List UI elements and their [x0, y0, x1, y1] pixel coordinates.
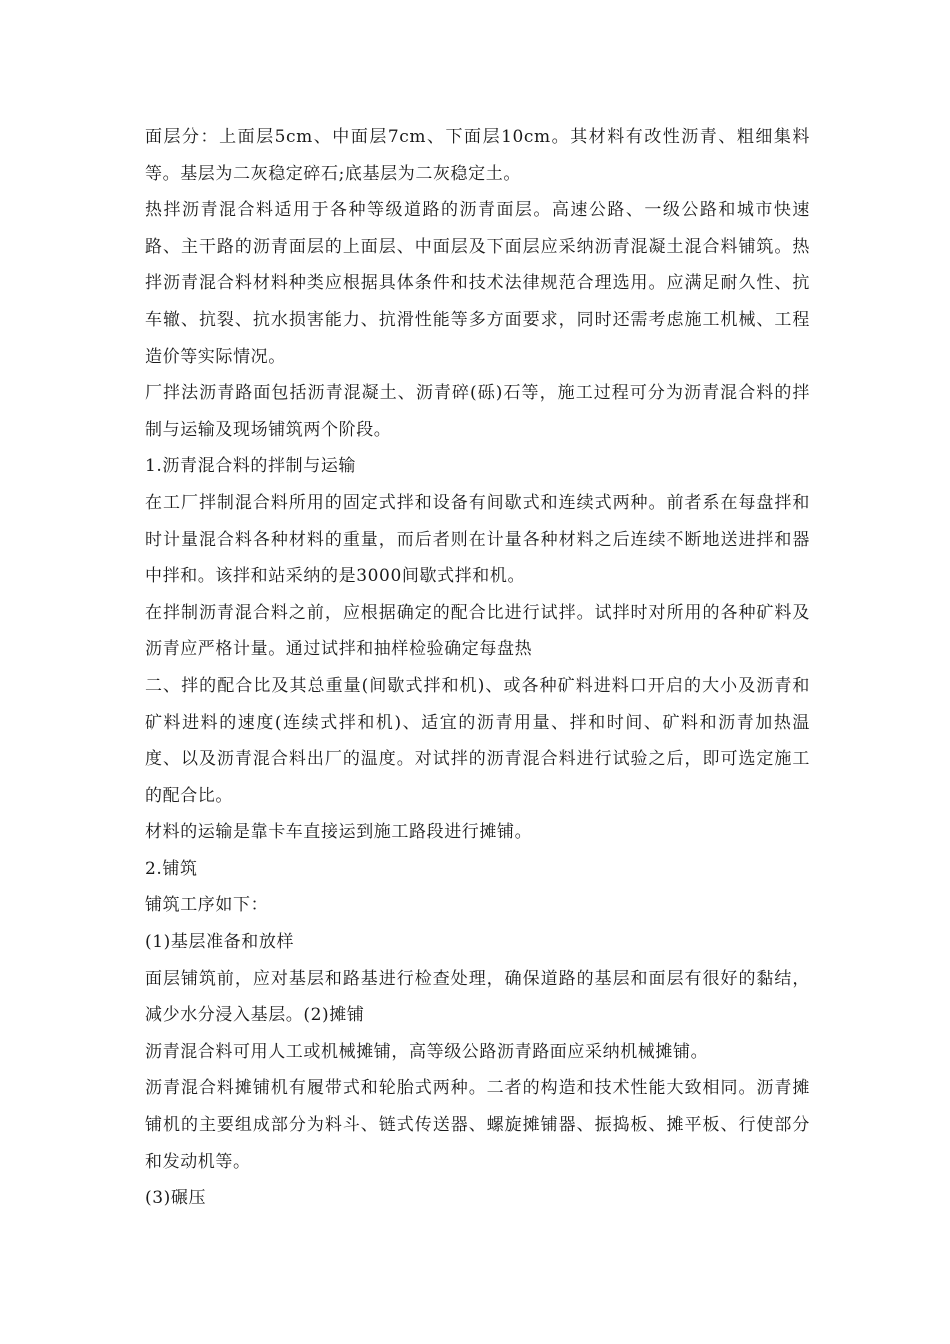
section-heading-paving: 2.铺筑 — [145, 858, 198, 879]
paragraph-mixing-equipment: 在工厂拌制混合料所用的固定式拌和设备有间歇式和连续式两种。前者系在每盘拌和时计量混合料各种材料的重量，而后者则在计量各种材料之后连续不断地送进拌和器中拌和。该拌和站采纳的是3000间歇式拌和机。 — [145, 492, 810, 587]
section-heading-mixing-transport: 1.沥青混合料的拌制与运输 — [145, 456, 357, 477]
document-body — [145, 119, 810, 1217]
subheading-base-preparation: (1)基层准备和放样 — [145, 932, 295, 953]
paragraph-base-inspection: 面层铺筑前，应对基层和路基进行检查处理，确保道路的基层和面层有很好的黏结，减少水分浸入基层。(2)摊铺 — [145, 968, 810, 1026]
paragraph-plant-mix-method: 厂拌法沥青路面包括沥青混凝土、沥青碎(砾)石等，施工过程可分为沥青混合料的拌制与运输及现场铺筑两个阶段。 — [145, 383, 810, 440]
paragraph-spreading-method: 沥青混合料可用人工或机械摊铺，高等级公路沥青路面应采纳机械摊铺。 — [145, 1041, 709, 1062]
paragraph-hot-mix-asphalt: 热拌沥青混合料适用于各种等级道路的沥青面层。高速公路、一级公路和城市快速路、主干路的沥青面层的上面层、中面层及下面层应采纳沥青混凝土混合料铺筑。热拌沥青混合料材料种类应根据具体条件和技术法律规范合理选用。应满足耐久性、抗车辙、抗裂、抗水损害能力、抗滑性能等多方面要求，同时还需考虑施工机械、工程造价等实际情况。 — [145, 200, 810, 367]
paragraph-paver-types: 沥青混合料摊铺机有履带式和轮胎式两种。二者的构造和技术性能大致相同。沥青摊铺机的主要组成部分为料斗、链式传送器、螺旋摊铺器、振捣板、摊平板、行使部分和发动机等。 — [145, 1078, 810, 1172]
paragraph-paving-process: 铺筑工序如下： — [145, 895, 269, 916]
paragraph-trial-mix: 在拌制沥青混合料之前，应根据确定的配合比进行试拌。试拌时对所用的各种矿料及沥青应严格计量。通过试拌和抽样检验确定每盘热 — [145, 602, 810, 660]
paragraph-material-transport: 材料的运输是靠卡车直接运到施工路段进行摊铺。 — [145, 822, 533, 843]
paragraph-mix-ratio: 二、拌的配合比及其总重量(间歇式拌和机)、或各种矿料进料口开启的大小及沥青和矿料进料的速度(连续式拌和机)、适宜的沥青用量、拌和时间、矿料和沥青加热温度、以及沥青混合料出厂的温度。对试拌的沥青混合料进行试验之后，即可选定施工的配合比。 — [145, 675, 810, 806]
paragraph-surface-layers: 面层分：上面层5cm、中面层7cm、下面层10cm。其材料有改性沥青、粗细集料等。基层为二灰稳定碎石;底基层为二灰稳定土。 — [145, 127, 810, 184]
subheading-compaction: (3)碾压 — [145, 1188, 207, 1209]
